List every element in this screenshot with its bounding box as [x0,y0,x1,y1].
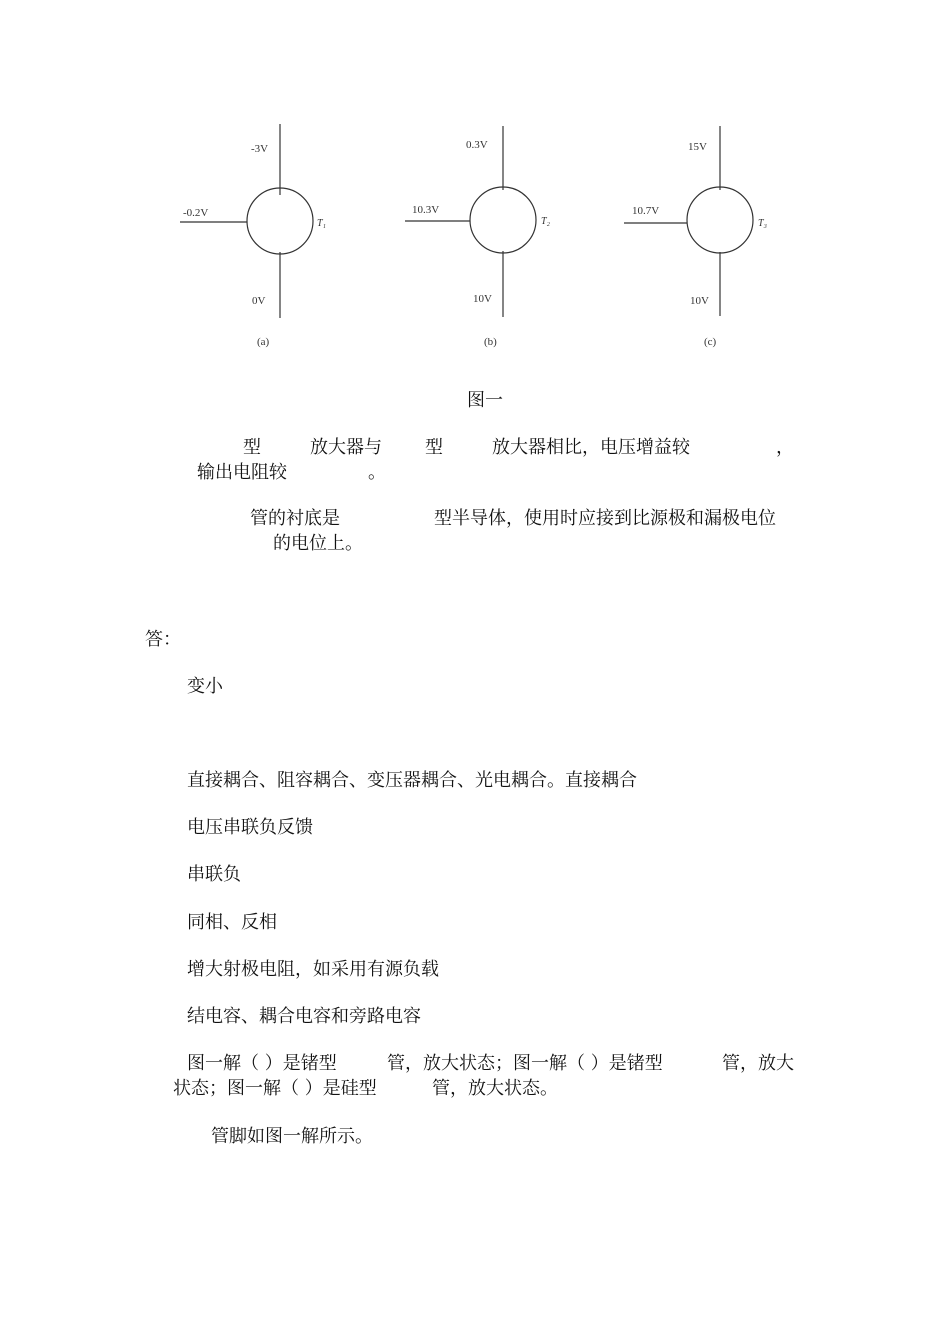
top-voltage-label: 15V [688,141,707,153]
q2-line1a: 管的衬底是 [250,508,340,529]
figure-title: 图一 [467,390,503,411]
answer-8-part5: 管，放大状态。 [432,1078,558,1099]
panel-caption: (a) [257,336,270,348]
left-voltage-label: 10.7V [632,205,660,217]
q1-text2: 放大器相比，电压增益较 [492,437,690,458]
device-label: T₃ [758,218,768,229]
answer-6: 增大射极电阻，如采用有源负载 [187,959,439,980]
answer-4: 串联负 [187,864,241,885]
device-label: T₂ [541,216,551,227]
answer-5: 同相、反相 [187,912,277,933]
figure-panel-c [620,120,790,360]
panel-caption: (b) [484,336,497,348]
transistor-diagram-b [400,120,560,360]
bottom-voltage-label: 0V [252,295,266,307]
q2-line2: 的电位上。 [273,533,363,554]
left-voltage-label: 10.3V [412,204,440,216]
q2-line1b: 型半导体，使用时应接到比源极和漏极电位 [434,508,776,529]
answer-7: 结电容、耦合电容和旁路电容 [187,1006,421,1027]
transistor-diagram-c [620,120,790,360]
q1-comma: ， [776,437,794,458]
q1-end: 。 [368,462,386,483]
answer-8-part1: 图一解（ ）是锗型 [187,1053,337,1074]
bottom-voltage-label: 10V [690,295,709,307]
answer-8-part4: 状态；图一解（ ）是硅型 [173,1078,377,1099]
answer-2: 直接耦合、阻容耦合、变压器耦合、光电耦合。直接耦合 [187,770,637,791]
q1-line2: 输出电阻较 [197,462,287,483]
answer-3: 电压串联负反馈 [187,817,313,838]
figure-panel-a [175,120,325,360]
top-voltage-label: 0.3V [466,139,488,151]
q1-type2: 型 [425,437,443,458]
answer-1: 变小 [187,676,223,697]
answer-8-part3: 管，放大 [722,1053,794,1074]
figure-panel-b [400,120,560,360]
q1-text1: 放大器与 [310,437,382,458]
answer-8-part2: 管，放大状态；图一解（ ）是锗型 [387,1053,663,1074]
top-voltage-label: -3V [251,143,269,155]
answer-9: 管脚如图一解所示。 [211,1126,373,1147]
left-voltage-label: -0.2V [183,207,209,219]
answer-heading: 答： [145,629,181,650]
transistor-diagram-a [175,120,325,360]
device-label: T₁ [317,218,327,229]
q1-type1: 型 [243,437,261,458]
panel-caption: (c) [704,336,717,348]
bottom-voltage-label: 10V [473,293,492,305]
